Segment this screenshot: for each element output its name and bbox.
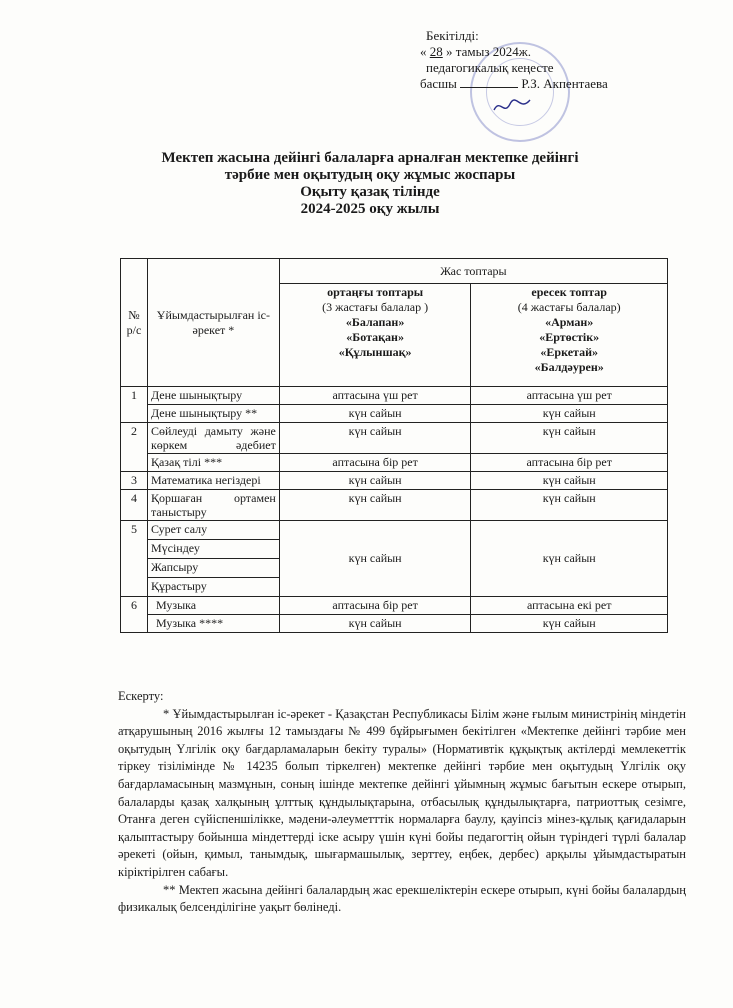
table-row: Дене шынықтыру ** күн сайын күн сайын [121,405,668,423]
approval-signer: басшы Р.З. Акпентаева [420,76,608,91]
table-row: Құрастыру [121,578,668,597]
table-row: 5 Сурет салу күн сайын күн сайын [121,521,668,540]
table-row: 2 Сөйлеуді дамыту және көркем әдебиет күн сайын күн сайын [121,423,668,454]
approval-block [412,28,608,92]
table-header-row [121,259,668,284]
approval-label: Бекітілді: [426,28,479,43]
handwritten-signature [492,96,532,118]
header-num: № р/с [121,259,148,387]
document-title: Мектеп жасына дейінгі балаларға арналған мектепке дейінгі тәрбие мен оқытудың оқу жұмыс жоспары Оқыту қазақ тілінде 2024-2025 оқу жылы [161,150,579,217]
header-activity: Ұйымдастырылған іс-әрекет * [147,259,279,387]
note-1: * Ұйымдастырылған іс-әрекет - Қазақстан Республикасы Білім және ғылым министрінің міндетін атқарушының 2016 жылғы 12 тамыздағы № 499 бұйрығымен бекітілген «Мектепке дейінгі тәрбие мен оқытудың Үлгілік оқу бағдарламаларын бекіту туралы» (Нормативтік құқықтық актілерді мемлекеттік тіркеу тізілімінде № 14235 болып тіркелген) мектепке дейінгі тәрбие мен оқытудың Үлгілік оқу бағдарламасының мазмұнын, соның ішінде мектепке дейінгі ұйымның жұмыс бағытын ескере отырып, балаларды қазақ халқының ұлттық құндылықтарына, отбасылық құндылықтарға, патриоттық сезімге, Отанға деген сүйіспеншілікке, мәдени-әлеуметттік нормаларға баулу, қауіпсіз мінез-құлық қағидаларын қалыптастыру бойынша міндеттерді іске асыру үшін күні бойы педагогтің ойын түріндегі түрлі балалар әрекеті (ойын, қимыл, танымдық, шығармашылық, зерттеу, еңбек, дербес) арқылы ұйымдастыратын кіріктірілген сабағы. [118,706,686,879]
approval-council: педагогикалық кеңесте [426,60,554,75]
signature-line [460,87,518,88]
notes-heading: Ескерту: [118,689,164,703]
table-row: 4 Қоршаған ортамен таныстыру күн сайын күн сайын [121,490,668,521]
table-row: Жапсыру [121,559,668,578]
table-row: Мүсіндеу [121,540,668,559]
table-row: Қазақ тілі *** аптасына бір рет аптасына бір рет [121,454,668,472]
header-age-groups: Жас топтары [279,259,667,284]
table-row: 1 Дене шынықтыру аптасына үш рет аптасына үш рет [121,387,668,405]
curriculum-table [120,258,668,633]
approval-date: « 28 » тамыз 2024ж. [420,44,531,59]
table-row: Музыка **** күн сайын күн сайын [121,615,668,633]
approval-day: 28 [429,44,443,59]
notes-section [118,688,686,917]
header-senior-groups: ересек топтар (4 жастағы балалар) «Арман» «Ертөстік» «Еркетай» «Балдәурен» [471,284,668,387]
header-middle-groups: ортаңғы топтары (3 жастағы балалар ) «Балапан» «Ботақан» «Құлыншақ» [279,284,471,387]
note-2: ** Мектеп жасына дейінгі балалардың жас ерекшеліктерін ескере отырып, күні бойы балалардың физикалық белсенділігіне уақыт бөлінеді. [118,882,686,915]
table-row: 3 Математика негіздері күн сайын күн сайын [121,472,668,490]
table-row: 6 Музыка аптасына бір рет аптасына екі рет [121,597,668,615]
